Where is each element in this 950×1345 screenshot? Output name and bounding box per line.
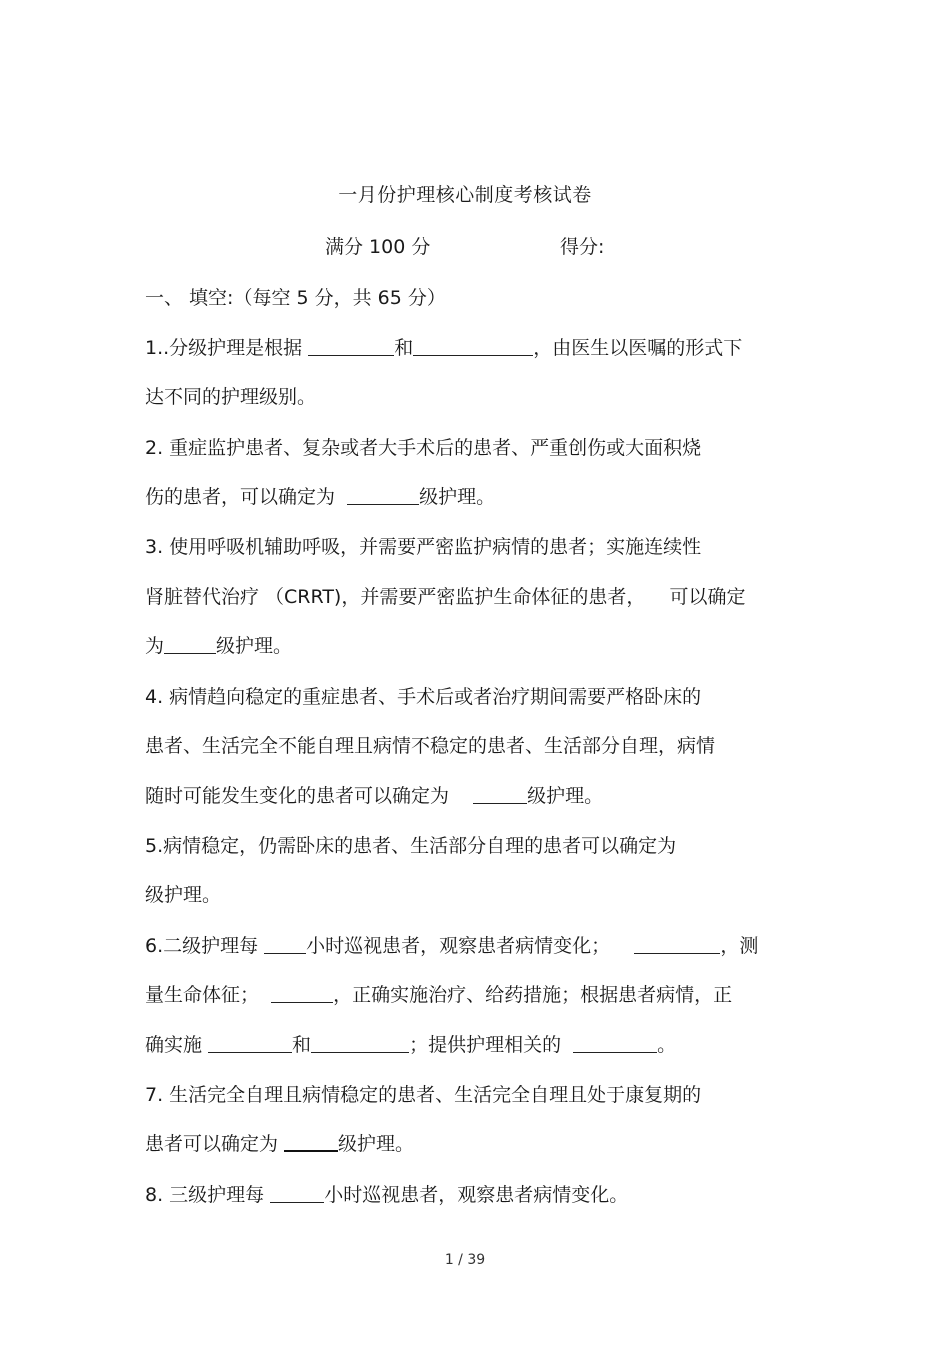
question-7-line-2: 患者可以确定为 级护理。 xyxy=(145,1133,415,1155)
question-5-line-2: 级护理。 xyxy=(145,884,222,906)
answer-blank[interactable] xyxy=(164,635,216,654)
answer-blank[interactable] xyxy=(347,486,419,505)
answer-blank[interactable] xyxy=(208,1034,292,1053)
answer-blank[interactable] xyxy=(284,1132,338,1152)
answer-blank[interactable] xyxy=(308,337,394,356)
section-heading: 一、 填空:（每空 5 分，共 65 分） xyxy=(145,287,446,309)
question-2-line-1: 2. 重症监护患者、复杂或者大手术后的患者、严重创伤或大面积烧 xyxy=(145,437,702,459)
answer-blank[interactable] xyxy=(271,984,333,1003)
answer-blank[interactable] xyxy=(270,1184,324,1203)
question-4-line-2: 患者、生活完全不能自理且病情不稳定的患者、生活部分自理，病情 xyxy=(145,735,716,757)
question-4-line-3: 随时可能发生变化的患者可以确定为 级护理。 xyxy=(145,785,604,807)
answer-blank[interactable] xyxy=(573,1034,657,1053)
question-1-line-2: 达不同的护理级别。 xyxy=(145,386,317,408)
question-3-line-2: 肾脏替代治疗 （CRRT)，并需要严密监护生命体征的患者， 可以确定 xyxy=(145,586,746,608)
question-6-line-1: 6.二级护理每 小时巡视患者，观察患者病情变化； ，测 xyxy=(145,935,759,957)
obtained-score-label: 得分: xyxy=(560,236,605,258)
question-5-line-1: 5.病情稳定，仍需卧床的患者、生活部分自理的患者可以确定为 xyxy=(145,835,677,857)
exam-title: 一月份护理核心制度考核试卷 xyxy=(338,184,592,206)
question-3-line-3: 为 级护理。 xyxy=(145,635,293,657)
question-6-line-2: 量生命体征； ，正确实施治疗、给药措施；根据患者病情，正 xyxy=(145,984,733,1006)
question-4-line-1: 4. 病情趋向稳定的重症患者、手术后或者治疗期间需要严格卧床的 xyxy=(145,686,702,708)
full-score-label: 满分 100 分 xyxy=(325,236,431,258)
answer-blank[interactable] xyxy=(473,785,527,804)
answer-blank[interactable] xyxy=(264,935,306,954)
question-1-line-1: 1..分级护理是根据 和 ，由医生以医嘱的形式下 xyxy=(145,337,743,359)
question-3-line-1: 3. 使用呼吸机辅助呼吸，并需要严密监护病情的患者；实施连续性 xyxy=(145,536,702,558)
answer-blank[interactable] xyxy=(311,1034,409,1053)
question-6-line-3: 确实施 和 ；提供护理相关的 。 xyxy=(145,1034,677,1056)
page-number: 1 / 39 xyxy=(444,1252,486,1268)
question-8-line-1: 8. 三级护理每 小时巡视患者，观察患者病情变化。 xyxy=(145,1184,629,1206)
answer-blank[interactable] xyxy=(634,935,720,954)
question-7-line-1: 7. 生活完全自理且病情稳定的患者、生活完全自理且处于康复期的 xyxy=(145,1084,702,1106)
question-2-line-2: 伤的患者，可以确定为 级护理。 xyxy=(145,486,496,508)
answer-blank[interactable] xyxy=(413,337,533,356)
